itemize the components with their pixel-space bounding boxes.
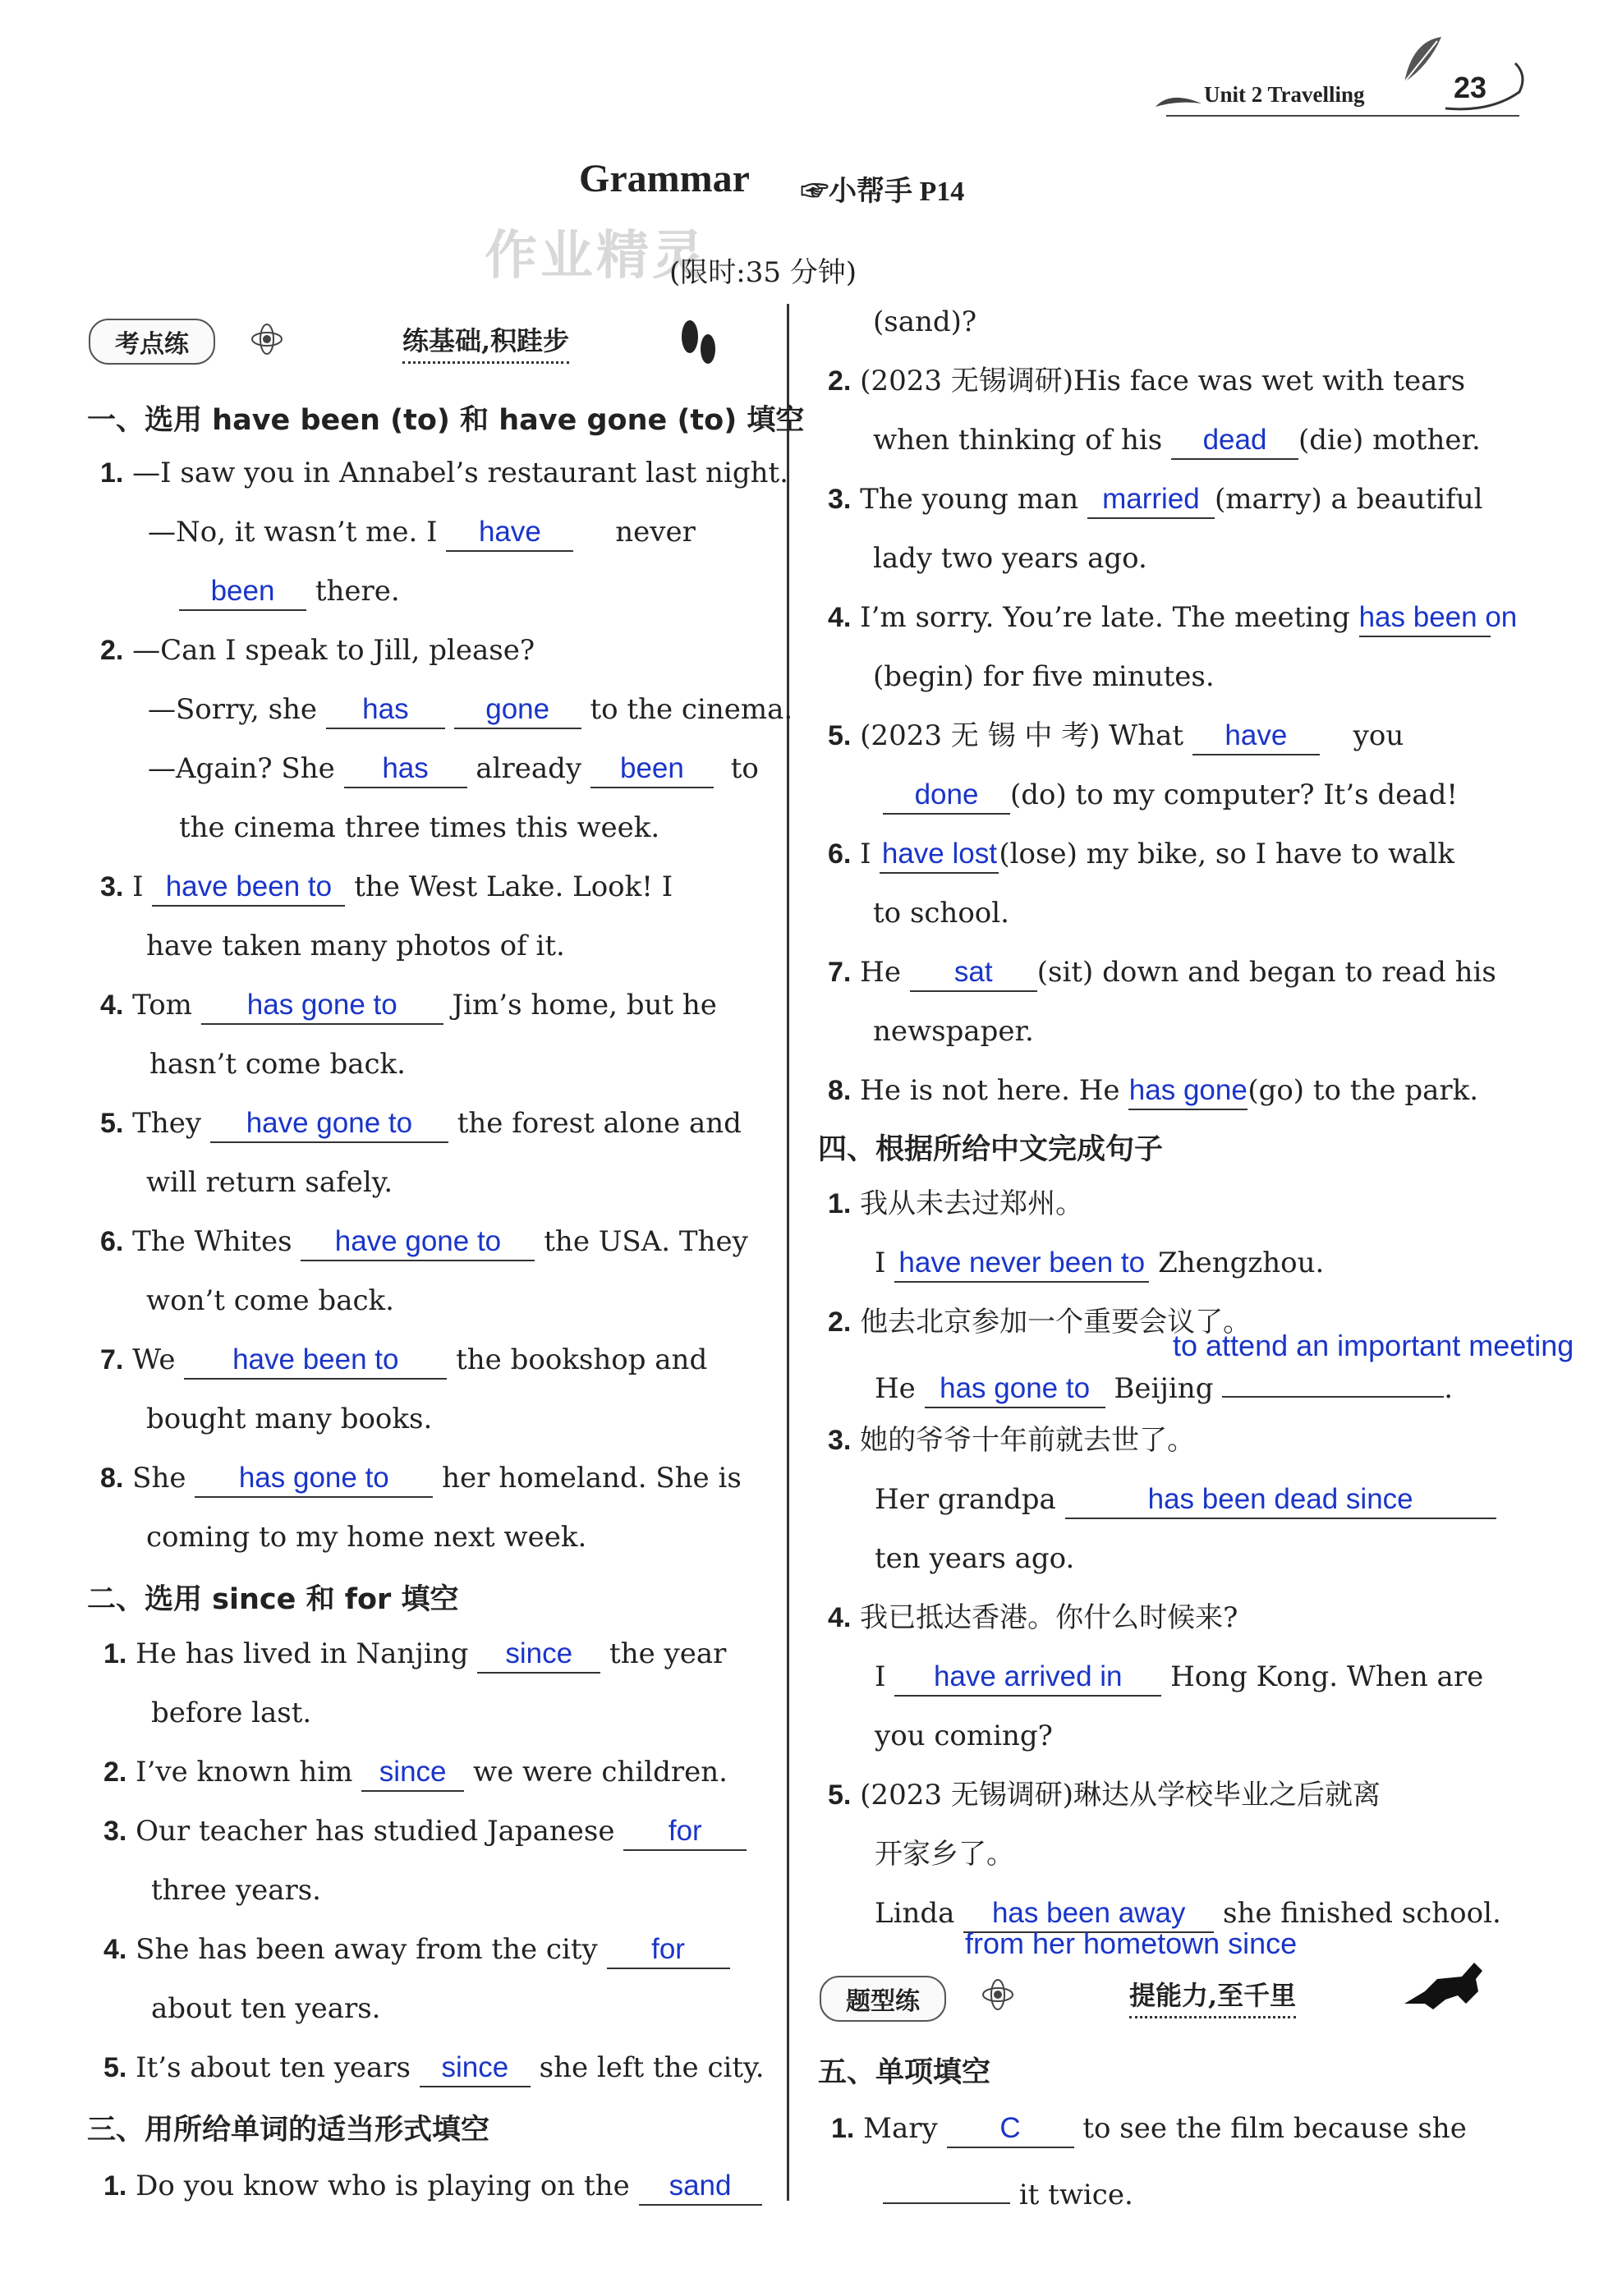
question-text: (2023 无 锡 中 考) What xyxy=(860,719,1184,752)
answer-blank[interactable]: have been to xyxy=(152,874,345,907)
section-2-title: 二、选用 since 和 for 填空 xyxy=(87,1583,459,1616)
section-4-title: 四、根据所给中文完成句子 xyxy=(818,1133,1164,1166)
question-text: Hong Kong. When are xyxy=(1170,1660,1484,1693)
question-text: the West Lake. Look! I xyxy=(354,870,673,903)
question-text: have taken many photos of it. xyxy=(146,930,565,962)
answer-blank[interactable]: for xyxy=(623,1818,747,1851)
question-number: 3. xyxy=(828,484,852,515)
s3-q7-line1 xyxy=(828,956,1496,992)
answer-blank[interactable]: have xyxy=(446,519,573,552)
s1-q5-line1 xyxy=(100,1107,742,1143)
s1-q2-line1 xyxy=(100,634,535,667)
question-text: (2023 无锡调研)His face was wet with tears xyxy=(860,365,1466,397)
s3-q6-line1 xyxy=(828,838,1454,874)
question-text: She xyxy=(132,1462,186,1495)
answer-blank[interactable]: gone xyxy=(454,696,581,729)
question-number: 4. xyxy=(103,1934,127,1965)
s1-q6-line1 xyxy=(100,1225,748,1261)
s1-q7-line1 xyxy=(100,1343,707,1380)
s1-q1-line1 xyxy=(100,457,788,489)
s4-q3-en xyxy=(875,1483,1496,1519)
question-text: I xyxy=(875,1247,886,1279)
question-text: He is not here. He xyxy=(860,1074,1120,1107)
question-number: 3. xyxy=(100,871,124,902)
question-type-tag: 题型练 xyxy=(820,1976,946,2022)
question-text: I xyxy=(132,870,144,903)
question-number: 5. xyxy=(828,1779,852,1811)
question-text: to school. xyxy=(873,897,1009,930)
time-limit: (限时:35 分钟) xyxy=(669,256,857,289)
s3-q1-line1 xyxy=(103,2170,762,2206)
answer-blank[interactable]: have been to xyxy=(184,1347,447,1380)
question-text: Zhengzhou. xyxy=(1158,1247,1325,1279)
answer-blank[interactable]: married xyxy=(1087,486,1215,519)
s5-q1-line1 xyxy=(831,2112,1467,2148)
question-number: 2. xyxy=(103,1756,127,1788)
question-text: coming to my home next week. xyxy=(146,1521,587,1554)
question-number: 6. xyxy=(100,1226,124,1257)
answer-blank[interactable]: has xyxy=(344,755,467,788)
answer-blank[interactable]: have arrived in xyxy=(894,1664,1161,1697)
s1-q2-line3 xyxy=(148,752,759,788)
s3-q3-line2 xyxy=(873,542,1147,575)
s3-q2-line2 xyxy=(873,424,1481,460)
question-text: never xyxy=(615,516,696,549)
question-text: (sit) down and began to read his xyxy=(1036,956,1496,989)
question-text: She has been away from the city xyxy=(136,1933,598,1966)
second-line-answer: from her hometown since xyxy=(965,1926,1298,1960)
question-text: (die) mother. xyxy=(1298,424,1481,457)
question-text: to the cinema. xyxy=(590,693,793,726)
question-text: The young man xyxy=(860,483,1079,516)
answer-blank[interactable]: since xyxy=(477,1641,600,1674)
question-text: about ten years. xyxy=(151,1992,381,2025)
s1-q3-line1 xyxy=(100,870,673,907)
s1-q4-line1 xyxy=(100,989,717,1025)
question-text: Tom xyxy=(132,989,192,1022)
s3-q3-line1 xyxy=(828,483,1483,519)
s5-q1-line2 xyxy=(883,2171,1133,2211)
question-text: when thinking of his xyxy=(873,424,1163,457)
answer-blank[interactable]: have gone to xyxy=(210,1110,448,1143)
question-number: 7. xyxy=(828,957,852,988)
answer-blank[interactable]: since xyxy=(361,1759,464,1792)
watermark: 作业精灵 xyxy=(485,226,708,287)
page-number: 23 xyxy=(1454,71,1487,104)
s3-q2-line1 xyxy=(828,365,1465,397)
question-number: 5. xyxy=(100,1108,124,1139)
s2-q4-line1 xyxy=(103,1933,730,1969)
question-text: to see the film because she xyxy=(1082,2112,1467,2145)
question-number: 2. xyxy=(828,1306,852,1338)
question-text: newspaper. xyxy=(873,1015,1034,1048)
question-number: 4. xyxy=(828,1602,852,1633)
s1-q2-line2 xyxy=(148,693,793,729)
answer-blank[interactable]: sat xyxy=(910,959,1037,992)
question-text: (sand)? xyxy=(873,305,977,338)
question-text: —I saw you in Annabel’s restaurant last night. xyxy=(132,457,788,489)
s4-q3-en2 xyxy=(875,1542,1074,1575)
s1-q1-line2 xyxy=(148,516,696,552)
question-text: —No, it wasn’t me. I xyxy=(148,516,438,549)
answer-blank[interactable]: sand xyxy=(639,2173,762,2206)
question-text: (begin) for five minutes. xyxy=(873,660,1215,693)
question-number: 1. xyxy=(103,1638,127,1669)
s3-q7-line2 xyxy=(873,1015,1034,1048)
question-number: 2. xyxy=(100,635,124,666)
answer-blank[interactable]: has been away xyxy=(963,1900,1214,1933)
answer-blank[interactable]: C xyxy=(947,2115,1074,2148)
question-text: you xyxy=(1353,719,1404,752)
s2-q4-line2 xyxy=(151,1992,380,2025)
s2-q1-line2 xyxy=(151,1697,311,1729)
question-number: 4. xyxy=(828,602,852,633)
question-text: I xyxy=(875,1660,886,1693)
question-text: it twice. xyxy=(1018,2179,1133,2211)
question-text: lady two years ago. xyxy=(873,542,1147,575)
s3-q6-line2 xyxy=(873,897,1009,930)
question-number: 1. xyxy=(828,1188,852,1219)
question-text: her homeland. She is xyxy=(442,1462,742,1495)
question-text: won’t come back. xyxy=(146,1284,394,1317)
question-number: 8. xyxy=(828,1075,852,1106)
s4-q5-cn xyxy=(828,1779,1381,1812)
question-text: I’m sorry. You’re late. The meeting xyxy=(860,601,1350,634)
s4-q2-en xyxy=(875,1365,1453,1408)
s3-q4-line2 xyxy=(873,660,1215,693)
page-number-arc xyxy=(1441,59,1532,120)
question-text: the forest alone and xyxy=(457,1107,742,1140)
question-text: We xyxy=(132,1343,176,1376)
header-decoration-icon xyxy=(1154,89,1203,117)
question-text: you coming? xyxy=(875,1720,1053,1752)
question-text: 她的爷爷十年前就去世了。 xyxy=(860,1424,1196,1457)
s2-q3-line2 xyxy=(151,1874,321,1907)
s4-q1-cn xyxy=(828,1187,1083,1220)
question-text: Beijing xyxy=(1114,1372,1214,1405)
question-text: (2023 无锡调研)琳达从学校毕业之后就离 xyxy=(860,1779,1381,1812)
question-number: 1. xyxy=(831,2113,855,2144)
flower-icon xyxy=(969,1974,1027,2018)
answer-blank[interactable]: has been on xyxy=(1359,604,1491,637)
question-text: Do you know who is playing on the xyxy=(136,2170,630,2202)
s3-q4-line1 xyxy=(828,601,1518,637)
slogan-left: 练基础,积跬步 xyxy=(402,320,569,364)
question-text: It’s about ten years xyxy=(136,2051,411,2084)
question-text: Her grandpa xyxy=(875,1483,1056,1516)
header-rule xyxy=(1166,115,1519,117)
question-text: 我已抵达香港。你什么时候来? xyxy=(860,1601,1238,1634)
question-number: 3. xyxy=(828,1425,852,1456)
footprint-icon xyxy=(673,308,723,377)
question-text: will return safely. xyxy=(146,1166,393,1199)
helper-reference: ☞小帮手 P14 xyxy=(801,177,965,207)
answer-blank[interactable]: have never been to xyxy=(894,1250,1149,1283)
answer-blank[interactable]: been xyxy=(590,755,714,788)
question-number: 5. xyxy=(103,2052,127,2083)
question-text: there. xyxy=(315,575,400,608)
question-number: 5. xyxy=(828,720,852,751)
s3-q1-line2 xyxy=(873,305,976,338)
answer-blank[interactable]: has been dead since xyxy=(1065,1486,1496,1519)
answer-blank[interactable]: have xyxy=(1192,723,1320,755)
s1-q8-line2 xyxy=(146,1521,586,1554)
answer-blank[interactable]: has gone xyxy=(1128,1077,1247,1110)
s4-q1-en xyxy=(875,1247,1324,1283)
flower-icon xyxy=(238,319,296,363)
question-text: the cinema three times this week. xyxy=(179,811,660,844)
s4-q4-cn xyxy=(828,1601,1238,1634)
s1-q3-line2 xyxy=(146,930,565,962)
s3-q5-line1 xyxy=(828,719,1404,755)
answer-blank-empty[interactable] xyxy=(883,2171,1010,2204)
s4-q4-en xyxy=(875,1660,1483,1697)
question-text: 我从未去过郑州。 xyxy=(860,1187,1084,1220)
question-text: Mary xyxy=(863,2112,938,2145)
s1-q5-line2 xyxy=(146,1166,393,1199)
question-number: 4. xyxy=(100,990,124,1021)
s4-q3-cn xyxy=(828,1424,1195,1457)
s1-q7-line2 xyxy=(146,1403,432,1435)
answer-blank[interactable]: has gone to xyxy=(201,992,443,1025)
question-text: ten years ago. xyxy=(875,1542,1075,1575)
question-text: —Sorry, she xyxy=(148,693,318,726)
question-number: 2. xyxy=(828,365,852,397)
column-divider xyxy=(787,304,789,2201)
section-5-title: 五、单项填空 xyxy=(818,2056,991,2089)
leaf-icon xyxy=(1396,33,1445,94)
s1-q8-line1 xyxy=(100,1462,742,1498)
answer-blank[interactable]: for xyxy=(607,1936,730,1969)
answer-blank[interactable]: dead xyxy=(1171,427,1298,460)
answer-blank[interactable]: has gone to xyxy=(925,1375,1105,1408)
question-text: The Whites xyxy=(132,1225,292,1258)
question-text: —Can I speak to Jill, please? xyxy=(132,634,535,667)
question-text: Jim’s home, but he xyxy=(452,989,717,1022)
answer-blank[interactable]: done xyxy=(883,782,1010,815)
practice-tag: 考点练 xyxy=(89,319,215,365)
answer-blank[interactable]: have lost xyxy=(880,841,999,874)
s3-q8-line1 xyxy=(828,1074,1478,1110)
answer-blank[interactable]: has xyxy=(326,696,445,729)
s2-q2-line1 xyxy=(103,1756,728,1792)
section-1-title: 一、选用 have been (to) 和 have gone (to) 填空 xyxy=(87,404,805,437)
question-number: 1. xyxy=(100,457,124,489)
question-text: He xyxy=(860,956,901,989)
horse-icon xyxy=(1400,1958,1491,2019)
question-number: 6. xyxy=(828,838,852,870)
question-number: 7. xyxy=(100,1344,124,1375)
s3-q5-line2 xyxy=(883,778,1458,815)
question-text: bought many books. xyxy=(146,1403,433,1435)
section-3-title: 三、用所给单词的适当形式填空 xyxy=(87,2114,490,2147)
question-text: . xyxy=(1444,1372,1454,1405)
question-text: I’ve known him xyxy=(136,1756,353,1789)
s4-q4-en2 xyxy=(875,1720,1053,1752)
question-text: Our teacher has studied Japanese xyxy=(136,1815,615,1848)
question-number: 8. xyxy=(100,1463,124,1494)
question-text: the bookshop and xyxy=(456,1343,708,1376)
answer-blank-empty[interactable] xyxy=(1222,1365,1444,1398)
question-text: 他去北京参加一个重要会议了。 xyxy=(860,1306,1252,1339)
slogan-right: 提能力,至千里 xyxy=(1129,1975,1296,2018)
question-text: (go) to the park. xyxy=(1247,1074,1479,1107)
s2-q1-line1 xyxy=(103,1637,726,1674)
answer-blank[interactable]: has gone to xyxy=(195,1465,433,1498)
s4-q5-cn2 xyxy=(875,1838,1014,1871)
answer-blank[interactable]: since xyxy=(420,2055,531,2087)
s1-q2-line4 xyxy=(179,811,659,844)
overflow-answer: to attend an important meeting xyxy=(1173,1329,1574,1362)
question-text: 开家乡了。 xyxy=(875,1838,1014,1871)
question-text: Linda xyxy=(875,1897,955,1930)
question-text: hasn’t come back. xyxy=(149,1048,406,1081)
question-text: we were children. xyxy=(472,1756,728,1789)
answer-blank[interactable]: been xyxy=(179,578,306,611)
question-text: (marry) a beautiful xyxy=(1214,483,1483,516)
question-text: before last. xyxy=(151,1697,312,1729)
question-text: three years. xyxy=(151,1874,321,1907)
s2-q3-line1 xyxy=(103,1815,747,1851)
unit-header: Unit 2 Travelling xyxy=(1204,82,1365,107)
page-title: Grammar xyxy=(579,157,750,200)
question-text: to xyxy=(730,752,759,785)
question-text: He has lived in Nanjing xyxy=(136,1637,469,1670)
question-text: I xyxy=(860,838,871,870)
question-number: 1. xyxy=(103,2170,127,2202)
s1-q4-line2 xyxy=(149,1048,406,1081)
s1-q6-line2 xyxy=(146,1284,394,1317)
question-text: she left the city. xyxy=(539,2051,765,2084)
s1-q1-line3 xyxy=(179,575,400,611)
s2-q5-line1 xyxy=(103,2051,765,2087)
question-text: They xyxy=(132,1107,202,1140)
question-text: already xyxy=(476,752,582,785)
question-text: (lose) my bike, so I have to walk xyxy=(999,838,1454,870)
question-text: He xyxy=(875,1372,916,1405)
question-text: —Again? She xyxy=(148,752,335,785)
question-text: the year xyxy=(609,1637,727,1670)
question-number: 3. xyxy=(103,1816,127,1847)
answer-blank[interactable]: have gone to xyxy=(301,1228,535,1261)
question-text: the USA. They xyxy=(544,1225,748,1258)
question-text: she finished school. xyxy=(1223,1897,1501,1930)
question-text: (do) to my computer? It’s dead! xyxy=(1010,778,1458,811)
